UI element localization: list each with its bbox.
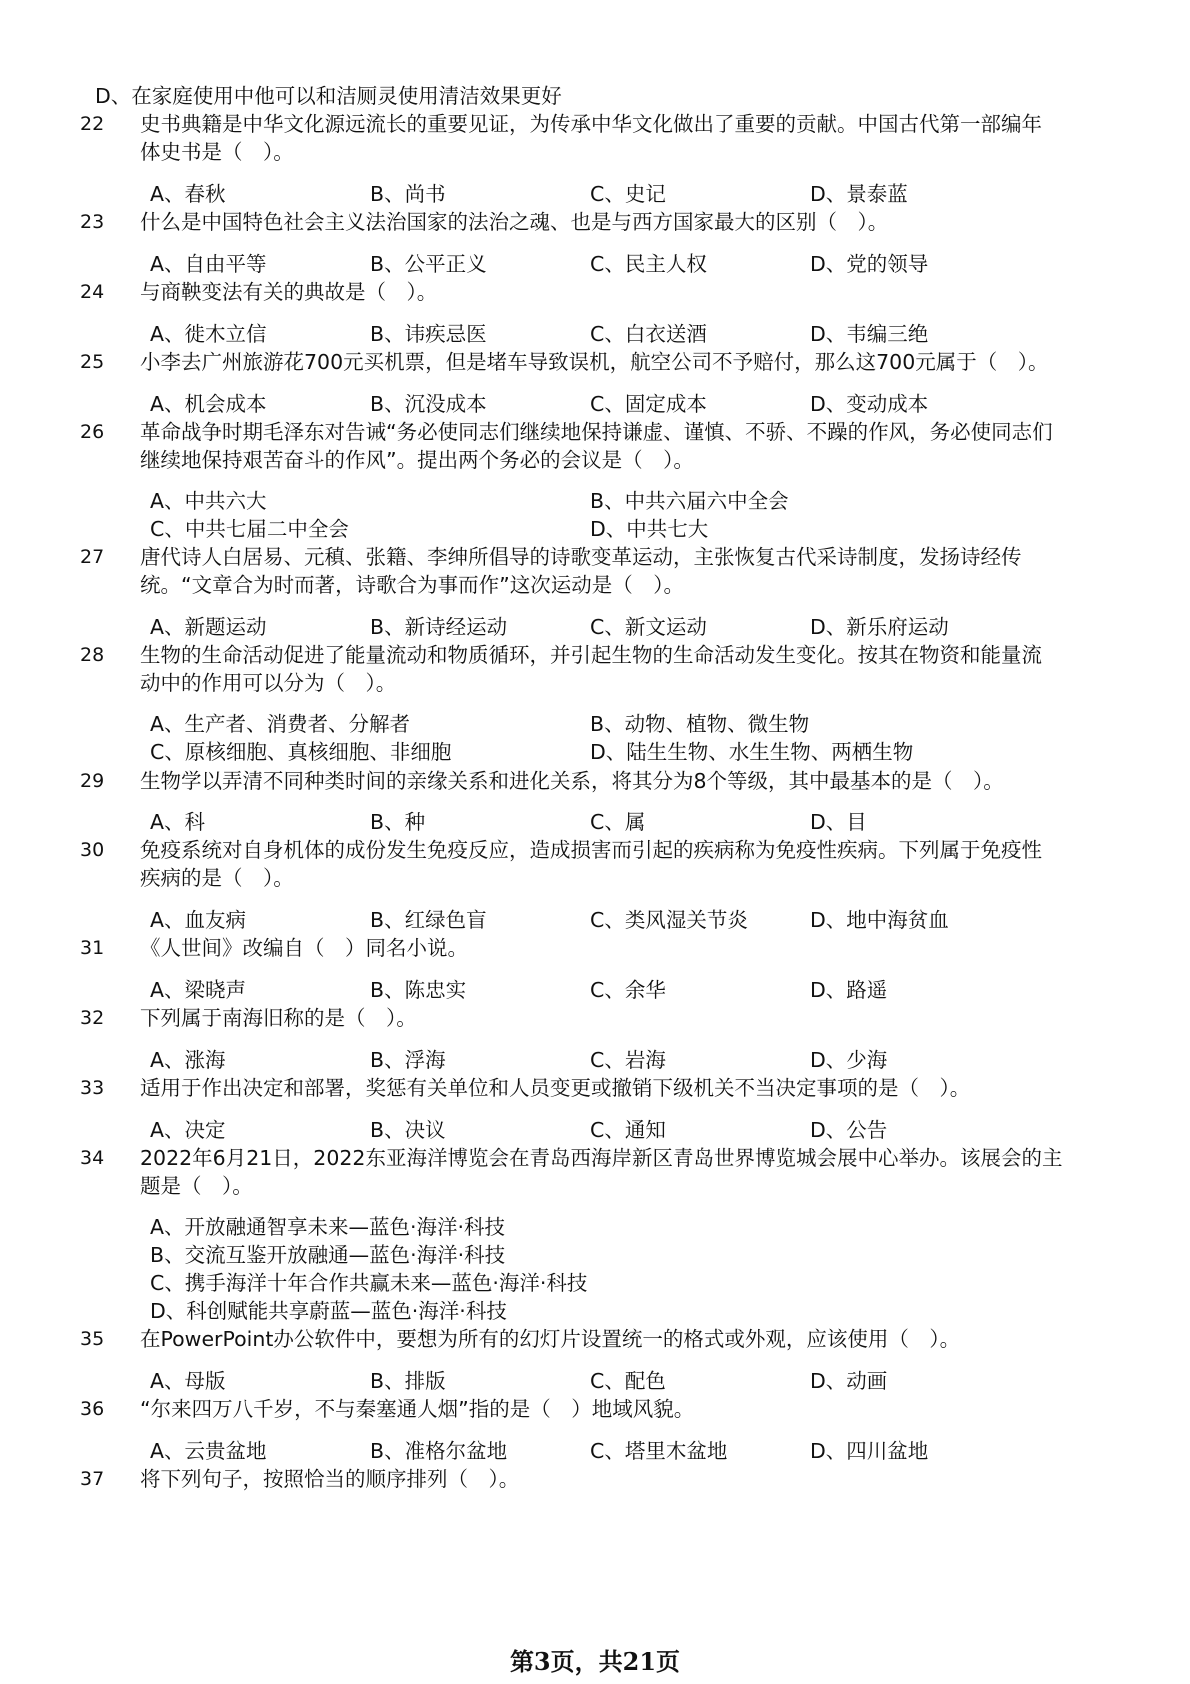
option-c: C、民主人权 [590, 252, 707, 276]
question-text-line: 生物的生命活动促进了能量流动和物质循环，并引起生物的生命活动发生变化。按其在物资和能量流 [140, 643, 1042, 667]
option-b: B、中共六届六中全会 [590, 489, 789, 513]
question-text-line: 史书典籍是中华文化源远流长的重要见证，为传承中华文化做出了重要的贡献。中国古代第一部编年 [140, 112, 1042, 136]
question-number: 35 [80, 1328, 105, 1350]
question-text-line: 题是（ ）。 [140, 1174, 253, 1198]
option-b: B、动物、植物、微生物 [590, 712, 810, 736]
question-text-line: 革命战争时期毛泽东对告诫“务必使同志们继续地保持谦虚、谨慎、不骄、不躁的作风，务必使同志们 [140, 420, 1053, 444]
option-a: A、云贵盆地 [150, 1439, 267, 1463]
option-a: A、自由平等 [150, 252, 267, 276]
question-number: 24 [80, 281, 105, 303]
option-a: A、机会成本 [150, 392, 267, 416]
question-number: 32 [80, 1007, 105, 1029]
question-number: 29 [80, 770, 105, 792]
question-text-line: 继续地保持艰苦奋斗的作风”。提出两个务必的会议是（ ）。 [140, 448, 694, 472]
question-text-line: 下列属于南海旧称的是（ ）。 [140, 1006, 417, 1030]
option-a: A、徙木立信 [150, 322, 267, 346]
question-text-line: “尔来四万八千岁，不与秦塞通人烟”指的是（ ）地域风貌。 [140, 1397, 695, 1421]
option-c: C、通知 [590, 1118, 666, 1142]
question-text-line: 统。“文章合为时而著，诗歌合为事而作”这次运动是（ ）。 [140, 573, 684, 597]
option-d: D、地中海贫血 [810, 908, 949, 932]
option-d: D、动画 [810, 1369, 888, 1393]
option-b: B、尚书 [370, 182, 446, 206]
question-text-line: 什么是中国特色社会主义法治国家的法治之魂、也是与西方国家最大的区别（ ）。 [140, 210, 889, 234]
option-c: C、携手海洋十年合作共赢未来—蓝色·海洋·科技 [150, 1271, 588, 1295]
option-b: B、红绿色盲 [370, 908, 487, 932]
option-b: B、浮海 [370, 1048, 446, 1072]
option-c: C、配色 [590, 1369, 666, 1393]
question-number: 22 [80, 113, 105, 135]
option-d: D、少海 [810, 1048, 888, 1072]
question-number: 33 [80, 1077, 105, 1099]
option-c: C、原核细胞、真核细胞、非细胞 [150, 740, 452, 764]
option-c: C、余华 [590, 978, 666, 1002]
question-number: 30 [80, 839, 105, 861]
question-text-line: 生物学以弄清不同种类时间的亲缘关系和进化关系，将其分为8个等级，其中最基本的是（ ）。 [140, 769, 1004, 793]
option-b: B、新诗经运动 [370, 615, 508, 639]
option-d: D、陆生生物、水生生物、两栖生物 [590, 740, 914, 764]
option-c: C、类风湿关节炎 [590, 908, 748, 932]
question-text-line: 体史书是（ ）。 [140, 140, 294, 164]
option-d: D、中共七大 [590, 517, 709, 541]
option-b: B、讳疾忌医 [370, 322, 487, 346]
question-text-line: 与商鞅变法有关的典故是（ ）。 [140, 280, 438, 304]
question-number: 31 [80, 937, 105, 959]
option-c: C、史记 [590, 182, 666, 206]
question-number: 23 [80, 211, 105, 233]
question-text-line: 将下列句子，按照恰当的顺序排列（ ）。 [140, 1467, 520, 1491]
question-number: 25 [80, 351, 105, 373]
question-text-line: 免疫系统对自身机体的成份发生免疫反应，造成损害而引起的疾病称为免疫性疾病。下列属于免疫性 [140, 838, 1042, 862]
option-c: C、新文运动 [590, 615, 707, 639]
option-b: B、交流互鉴开放融通—蓝色·海洋·科技 [150, 1243, 506, 1267]
option-d: D、景泰蓝 [810, 182, 908, 206]
option-b: B、公平正义 [370, 252, 487, 276]
option-a: A、母版 [150, 1369, 226, 1393]
question-text-line: 适用于作出决定和部署，奖惩有关单位和人员变更或撤销下级机关不当决定事项的是（ ）。 [140, 1076, 971, 1100]
option-a: A、新题运动 [150, 615, 267, 639]
option-c: C、属 [590, 810, 646, 834]
option-c: C、岩海 [590, 1048, 666, 1072]
option-d: D、四川盆地 [810, 1439, 929, 1463]
option-a: A、决定 [150, 1118, 226, 1142]
question-number: 28 [80, 644, 105, 666]
option-d: D、路遥 [810, 978, 888, 1002]
option-b: B、决议 [370, 1118, 446, 1142]
option-b: B、排版 [370, 1369, 446, 1393]
option-b: B、沉没成本 [370, 392, 487, 416]
option-a: A、血友病 [150, 908, 247, 932]
option-c: C、固定成本 [590, 392, 707, 416]
option-a: A、开放融通智享未来—蓝色·海洋·科技 [150, 1215, 506, 1239]
option-a: A、梁晓声 [150, 978, 247, 1002]
option-d: D、目 [810, 810, 867, 834]
question-number: 36 [80, 1398, 105, 1420]
option-d: D、变动成本 [810, 392, 929, 416]
option-d: D、党的领导 [810, 252, 929, 276]
prev-question-option-d: D、在家庭使用中他可以和洁厕灵使用清洁效果更好 [95, 84, 562, 108]
option-d: D、公告 [810, 1118, 888, 1142]
question-text-line: 小李去广州旅游花700元买机票，但是堵车导致误机，航空公司不予赔付，那么这700元属于（ ）。 [140, 350, 1049, 374]
option-a: A、科 [150, 810, 206, 834]
question-number: 37 [80, 1468, 105, 1490]
option-d: D、新乐府运动 [810, 615, 949, 639]
question-text-line: 动中的作用可以分为（ ）。 [140, 671, 397, 695]
question-text-line: 《人世间》改编自（ ）同名小说。 [140, 936, 468, 960]
option-c: C、中共七届二中全会 [150, 517, 349, 541]
option-c: C、白衣送酒 [590, 322, 707, 346]
option-d: D、科创赋能共享蔚蓝—蓝色·海洋·科技 [150, 1299, 507, 1323]
option-b: B、陈忠实 [370, 978, 467, 1002]
question-number: 26 [80, 421, 105, 443]
question-text-line: 2022年6月21日，2022东亚海洋博览会在青岛西海岸新区青岛世界博览城会展中心举办。该展会的主 [140, 1146, 1063, 1170]
question-number: 27 [80, 546, 105, 568]
question-text-line: 在PowerPoint办公软件中，要想为所有的幻灯片设置统一的格式或外观，应该使用（ ）。 [140, 1327, 961, 1351]
option-b: B、种 [370, 810, 426, 834]
question-text-line: 疾病的是（ ）。 [140, 866, 294, 890]
option-c: C、塔里木盆地 [590, 1439, 728, 1463]
page-footer: 第3页，共21页 [509, 1647, 681, 1676]
option-a: A、生产者、消费者、分解者 [150, 712, 411, 736]
option-a: A、中共六大 [150, 489, 267, 513]
option-b: B、准格尔盆地 [370, 1439, 508, 1463]
option-a: A、春秋 [150, 182, 226, 206]
option-d: D、韦编三绝 [810, 322, 929, 346]
option-a: A、涨海 [150, 1048, 226, 1072]
question-text-line: 唐代诗人白居易、元稹、张籍、李绅所倡导的诗歌变革运动，主张恢复古代采诗制度，发扬诗经传 [140, 545, 1022, 569]
question-number: 34 [80, 1147, 105, 1169]
